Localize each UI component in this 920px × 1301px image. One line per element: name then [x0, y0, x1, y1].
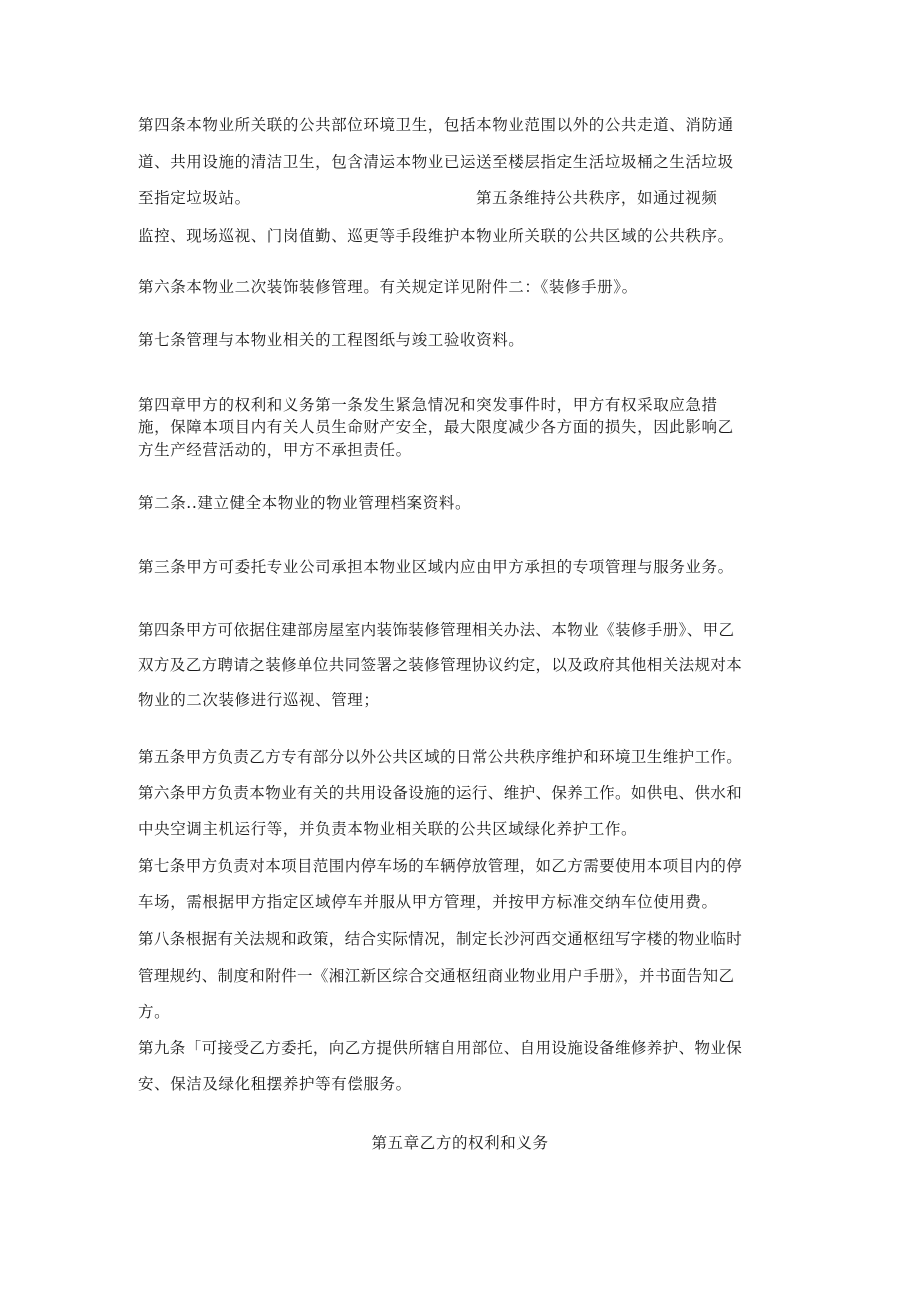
text-line: 施，保障本项目内有关人员生命财产安全，最大限度减少各方面的损失，因此影响乙 [138, 418, 734, 436]
text-line: 车场，需根据甲方指定区域停车并服从甲方管理，并按甲方标准交纳车位使用费。 [138, 893, 718, 911]
chapter-heading: 第五章乙方的权利和义务 [371, 1134, 549, 1152]
text-line: 第九条「可接受乙方委托，向乙方提供所辖自用部位、自用设施设备维修养护、物业保 [138, 1039, 743, 1057]
text-line: 物业的二次装修进行巡视、管理； [138, 691, 380, 709]
text-line: 至指定垃圾站。 [138, 189, 251, 207]
text-line: 第四条甲方可依据住建部房屋室内装饰装修管理相关办法、本物业《装修手册》、甲乙 [138, 621, 735, 639]
text-line: 第六条本物业二次装饰装修管理。有关规定详见附件二：《装修手册》。 [138, 278, 638, 296]
text-line: 第七条管理与本物业相关的工程图纸与竣工验收资料。 [138, 331, 525, 349]
text-line: 监控、现场巡视、门岗值勤、巡更等手段维护本物业所关联的公共区域的公共秩序。 [138, 227, 734, 245]
text-line: 第四条本物业所关联的公共部位环境卫生，包括本物业范围以外的公共走道、消防通 [138, 116, 734, 134]
text-line: 管理规约、制度和附件一《湘江新区综合交通枢纽商业物业用户手册》，并书面告知乙 [138, 967, 735, 985]
text-line: 第五条维持公共秩序，如通过视频 [476, 189, 718, 207]
text-line: 安、保洁及绿化租摆养护等有偿服务。 [138, 1075, 412, 1093]
text-line: 第六条甲方负责本物业有关的共用设备设施的运行、维护、保养工作。如供电、供水和 [138, 784, 743, 802]
text-line: 方生产经营活动的，甲方不承担责任。 [138, 441, 412, 459]
text-line: 双方及乙方聘请之装修单位共同签署之装修管理协议约定，以及政府其他相关法规对本 [138, 656, 743, 674]
text-line: 中央空调主机运行等，并负责本物业相关联的公共区域绿化养护工作。 [138, 820, 638, 838]
text-line: 道、共用设施的清洁卫生，包含清运本物业已运送至楼层指定生活垃圾桶之生活垃圾 [138, 153, 734, 171]
text-line: 第二条..建立健全本物业的物业管理档案资料。 [138, 494, 472, 512]
text-line: 第七条甲方负责对本项目范围内停车场的车辆停放管理，如乙方需要使用本项目内的停 [138, 857, 743, 875]
text-line: 第四章甲方的权利和义务第一条发生紧急情况和突发事件时，甲方有权采取应急措 [138, 396, 718, 414]
text-line: 第三条甲方可委托专业公司承担本物业区域内应由甲方承担的专项管理与服务业务。 [138, 558, 734, 576]
text-line: 第五条甲方负责乙方专有部分以外公共区域的日常公共秩序维护和环境卫生维护工作。 [138, 748, 743, 766]
text-line: 第八条根据有关法规和政策，结合实际情况，制定长沙河西交通枢纽写字楼的物业临时 [138, 930, 743, 948]
text-line: 方。 [138, 1003, 171, 1021]
